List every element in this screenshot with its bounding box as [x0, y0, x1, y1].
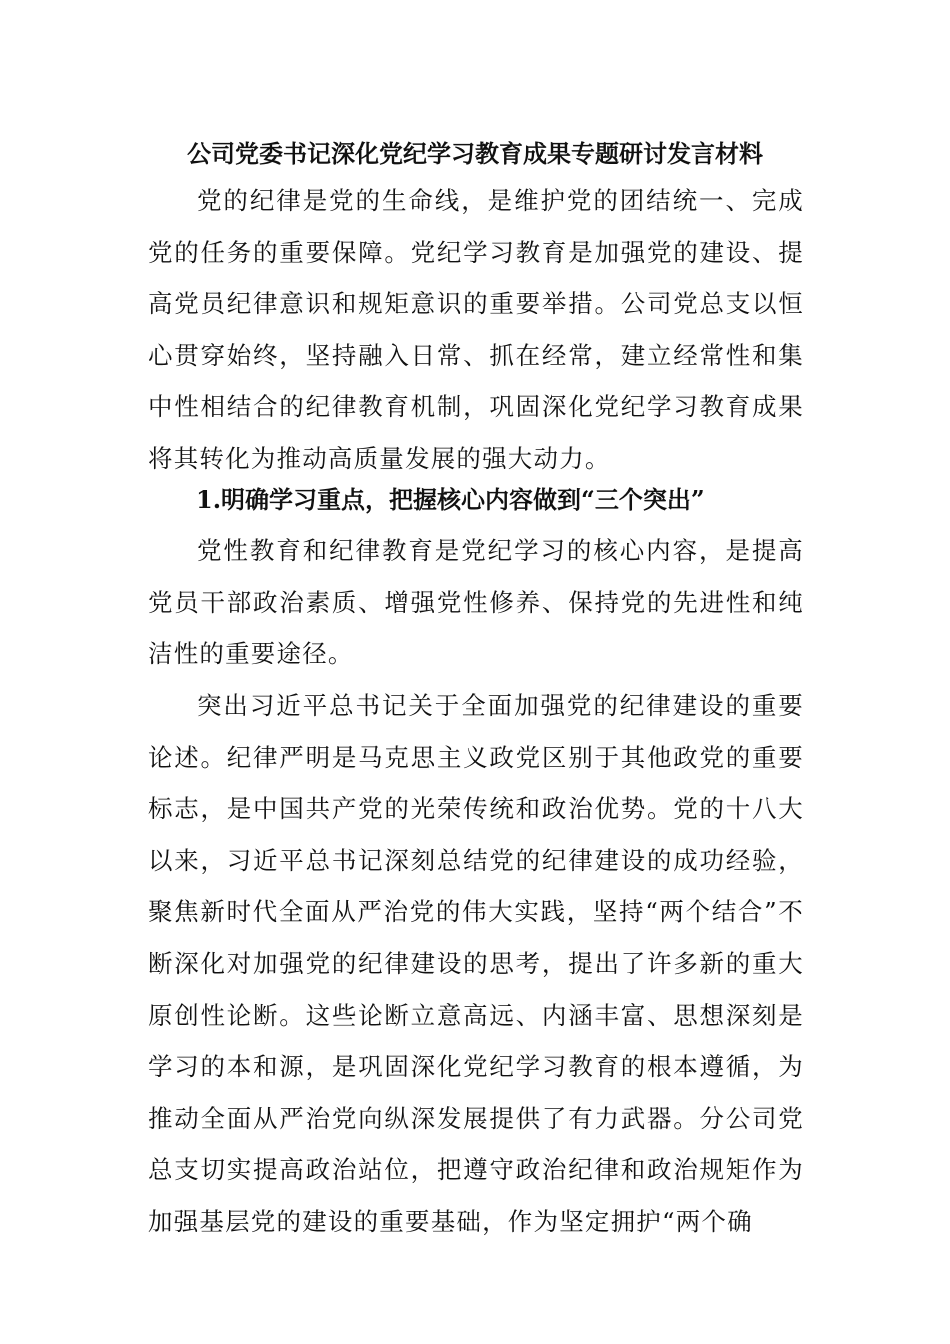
paragraph-highlight-xi: 突出习近平总书记关于全面加强党的纪律建设的重要论述。纪律严明是马克思主义政党区别于其他政党的重要标志，是中国共产党的光荣传统和政治优势。党的十八大以来，习近平总书记深刻总结党的纪律建设的成功经验，聚焦新时代全面从严治党的伟大实践，坚持“两个结合”不断深化对加强党的纪律建设的思考，提出了许多新的重大原创性论断。这些论断立意高远、内涵丰富、思想深刻是学习的本和源，是巩固深化党纪学习教育的根本遵循，为推动全面从严治党向纵深发展提供了有力武器。分公司党总支切实提高政治站位，把遵守政治纪律和政治规矩作为加强基层党的建设的重要基础，作为坚定拥护“两个确: [148, 691, 804, 1236]
paragraph-core-content: 党性教育和纪律教育是党纪学习的核心内容，是提高党员干部政治素质、增强党性修养、保持党的先进性和纯洁性的重要途径。: [148, 536, 804, 669]
paragraph-intro: 党的纪律是党的生命线，是维护党的团结统一、完成党的任务的重要保障。党纪学习教育是加强党的建设、提高党员纪律意识和规矩意识的重要举措。公司党总支以恒心贯穿始终，坚持融入日常、抓在经常，建立经常性和集中性相结合的纪律教育机制，巩固深化党纪学习教育成果将其转化为推动高质量发展的强大动力。: [148, 186, 804, 473]
section-heading-1: 1.明确学习重点，把握核心内容做到“三个突出”: [196, 485, 705, 514]
document-title: 公司党委书记深化党纪学习教育成果专题研讨发言材料: [187, 139, 763, 168]
